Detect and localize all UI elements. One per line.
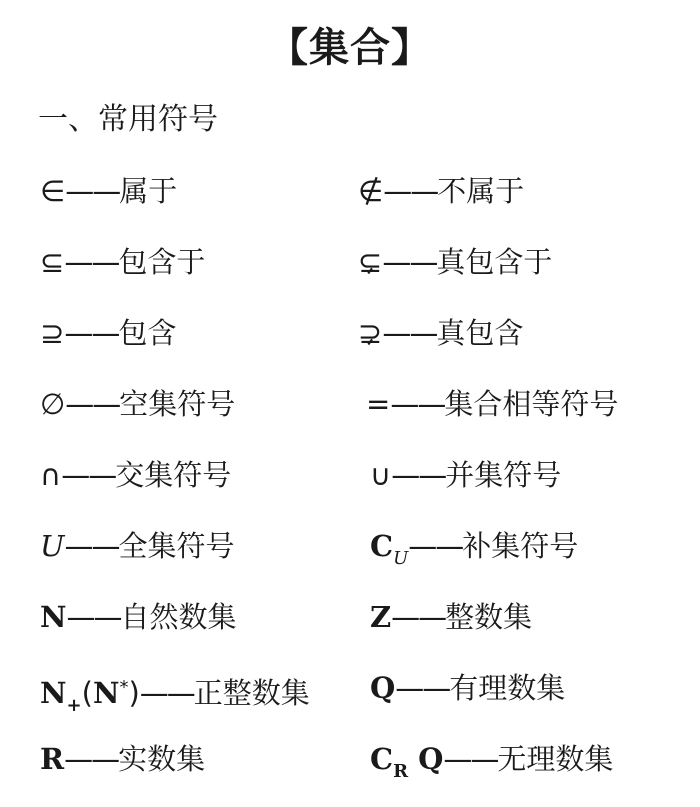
symbol-meaning: 全集符号 (118, 529, 235, 563)
symbol-entry (40, 381, 235, 427)
symbol-entry (370, 594, 532, 640)
dash: —— (383, 174, 438, 208)
symbol: R (40, 742, 65, 776)
dash: —— (391, 600, 446, 634)
symbol: Q (370, 671, 396, 705)
symbol-list (0, 168, 700, 807)
symbol-subscript: U (393, 548, 409, 569)
dash: —— (64, 316, 119, 350)
symbol: ⊆ (40, 245, 65, 279)
symbol: Z (370, 600, 392, 634)
dash: —— (61, 458, 116, 492)
symbol-entry (40, 594, 237, 640)
symbol: ∩ (40, 458, 62, 492)
symbol: N (40, 676, 67, 710)
symbol-meaning: 不属于 (437, 174, 525, 208)
symbol-entry (358, 310, 523, 356)
symbol-row (0, 594, 700, 665)
symbol-meaning: 自然数集 (120, 600, 237, 634)
dash: —— (66, 600, 121, 634)
symbol-entry (370, 736, 613, 782)
symbol: ∈ (40, 174, 66, 208)
dash: —— (139, 676, 194, 710)
dash: —— (443, 742, 498, 776)
symbol: = (366, 387, 391, 421)
symbol-entry (40, 452, 231, 498)
symbol-meaning: 补集符号 (462, 529, 579, 563)
symbol-entry (366, 381, 618, 427)
dash: —— (382, 316, 437, 350)
symbol-meaning: 无理数集 (497, 742, 614, 776)
symbol-meaning: 空集符号 (119, 387, 236, 421)
symbol-entry (40, 665, 310, 716)
symbol: ∪ (370, 458, 392, 492)
symbol-row (0, 452, 700, 523)
page-title: 【集合】 (268, 24, 432, 71)
dash: —— (408, 529, 463, 563)
symbol-entry (358, 239, 552, 285)
dash: —— (390, 387, 445, 421)
symbol-meaning: 有理数集 (449, 671, 566, 705)
symbol-entry (40, 310, 176, 356)
symbol-meaning: 正整数集 (193, 676, 310, 710)
dash: —— (64, 529, 119, 563)
symbol-superscript: * (119, 677, 129, 698)
symbol-entry (40, 239, 205, 285)
dash: —— (391, 458, 446, 492)
symbol: N (40, 600, 67, 634)
symbol-entry (358, 168, 524, 214)
symbol-meaning: 集合相等符号 (444, 387, 619, 421)
symbol: ∉ (358, 174, 384, 208)
symbol-row (0, 310, 700, 381)
symbol-row (0, 168, 700, 239)
symbol-subscript: R (393, 761, 409, 782)
dash: —— (395, 671, 450, 705)
symbol-entry (370, 665, 565, 711)
symbol-row (0, 523, 700, 594)
symbol-row (0, 665, 700, 736)
dash: —— (65, 387, 120, 421)
symbol-entry (40, 736, 205, 782)
symbol-meaning: 整数集 (445, 600, 533, 634)
symbol: ⊇ (40, 316, 65, 350)
symbol-row (0, 239, 700, 310)
symbol-entry (370, 523, 578, 569)
symbol-after: Q (408, 742, 444, 776)
dash: —— (64, 742, 119, 776)
symbol-entry (370, 452, 561, 498)
paren-open: ( (81, 676, 93, 710)
paren-close: ) (128, 676, 140, 710)
dash: —— (64, 245, 119, 279)
symbol-meaning: 交集符号 (115, 458, 232, 492)
symbol-meaning: 包含于 (118, 245, 206, 279)
symbol: C (370, 742, 394, 776)
symbol: ∅ (40, 387, 66, 421)
symbol-entry (40, 168, 177, 214)
section-heading: 一、常用符号 (38, 102, 218, 137)
symbol-meaning: 真包含于 (436, 245, 553, 279)
symbol-meaning: 实数集 (118, 742, 206, 776)
dash: —— (65, 174, 120, 208)
symbol: U (40, 529, 65, 563)
symbol-entry (40, 523, 234, 569)
dash: —— (382, 245, 437, 279)
symbol-row (0, 736, 700, 807)
symbol-meaning: 真包含 (436, 316, 524, 350)
symbol: ⊋ (358, 316, 383, 350)
symbol-subscript: + (66, 695, 82, 716)
paren-symbol: N (92, 676, 120, 710)
symbol: ⊊ (358, 245, 383, 279)
symbol-meaning: 包含 (118, 316, 177, 350)
symbol-meaning: 并集符号 (445, 458, 562, 492)
symbol: C (370, 529, 394, 563)
symbol-meaning: 属于 (119, 174, 178, 208)
symbol-row (0, 381, 700, 452)
